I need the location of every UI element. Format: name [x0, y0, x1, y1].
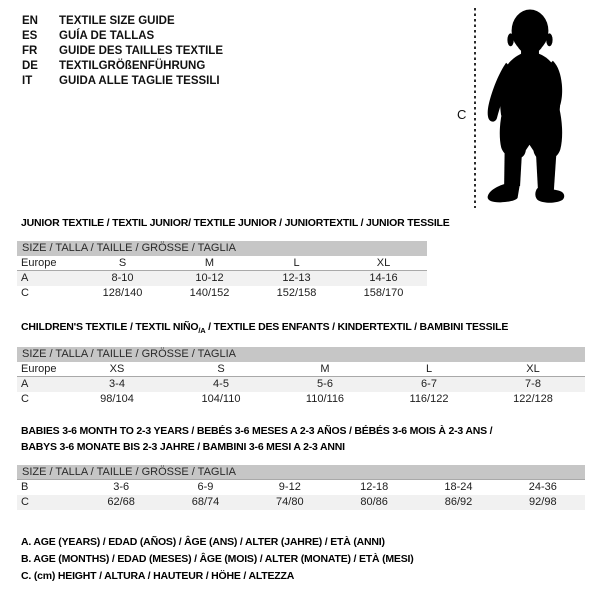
language-label: GUÍA DE TALLAS: [59, 30, 155, 42]
size-header-bar: SIZE / TALLA / TAILLE / GRÖSSE / TAGLIA: [17, 465, 585, 480]
language-label: GUIDA ALLE TAGLIE TESSILI: [59, 75, 220, 87]
size-cell: XS: [109, 363, 125, 375]
language-header: [22, 14, 223, 89]
size-cell: M: [204, 257, 215, 269]
months-cell: 18-24: [444, 481, 473, 493]
row-label: C: [21, 287, 29, 299]
babies-title-line1: BABIES 3-6 MONTH TO 2-3 YEARS / BEBÉS 3-6 MESES A 2-3 AÑOS / BÉBÉS 3-6 MOIS À 2-3 ANS /: [21, 425, 493, 437]
size-cell: S: [217, 363, 225, 375]
height-c-label: C: [457, 107, 467, 122]
language-row-it: [22, 74, 223, 89]
language-row-es: [22, 29, 223, 44]
height-cell: 158/170: [363, 287, 404, 299]
children-table: [17, 347, 585, 407]
height-cell: 74/80: [276, 496, 304, 508]
table-row-height: [17, 495, 585, 510]
size-cell: XL: [526, 363, 540, 375]
height-cell: 104/110: [201, 393, 241, 405]
height-measure-dashed-line: [474, 8, 476, 208]
height-cell: 92/98: [529, 496, 557, 508]
height-cell: 116/122: [409, 393, 449, 405]
row-label: B: [21, 481, 29, 493]
age-cell: 7-8: [525, 378, 541, 390]
language-label: TEXTILGRÖßENFÜHRUNG: [59, 60, 206, 72]
row-label: A: [21, 378, 29, 390]
height-cell: 140/152: [189, 287, 230, 299]
months-cell: 9-12: [278, 481, 301, 493]
children-title-post: / TEXTILE DES ENFANTS / KINDERTEXTIL / BAMBINI TESSILE: [205, 321, 509, 333]
language-label: GUIDE DES TAILLES TEXTILE: [59, 45, 223, 57]
row-label: Europe: [21, 363, 57, 375]
children-title-subscript: /A: [198, 326, 206, 336]
children-table-title: [21, 320, 508, 339]
babies-title-line2: BABYS 3-6 MONATE BIS 2-3 JAHRE / BAMBINI 3-6 MESI A 2-3 ANNI: [21, 440, 345, 453]
babies-table-title: [21, 424, 501, 455]
height-cell: 68/74: [191, 496, 220, 508]
language-code: IT: [22, 75, 33, 87]
baby-figure: [455, 4, 595, 216]
height-cell: 86/92: [444, 496, 473, 508]
size-cell: L: [425, 363, 433, 375]
row-label: A: [21, 272, 29, 284]
age-cell: 14-16: [369, 272, 398, 284]
months-cell: 24-36: [528, 481, 557, 493]
months-cell: 6-9: [197, 481, 214, 493]
junior-table-title: JUNIOR TEXTILE / TEXTIL JUNIOR/ TEXTILE JUNIOR / JUNIORTEXTIL / JUNIOR TESSILE: [21, 217, 450, 229]
language-code: DE: [22, 60, 38, 72]
months-cell: 12-18: [360, 481, 389, 493]
age-cell: 5-6: [317, 378, 333, 390]
height-cell: 128/140: [102, 287, 143, 299]
language-label: TEXTILE SIZE GUIDE: [59, 15, 175, 27]
size-cell: XL: [376, 257, 391, 269]
months-cell: 3-6: [113, 481, 130, 493]
legend-note-c: C. (cm) HEIGHT / ALTURA / HAUTEUR / HÖHE / ALTEZZA: [21, 570, 295, 582]
row-label: Europe: [21, 257, 57, 269]
table-row-height: [17, 392, 585, 407]
height-cell: 152/158: [276, 287, 317, 299]
height-cell: 62/68: [107, 496, 135, 508]
age-cell: 10-12: [195, 272, 224, 284]
children-title-pre: CHILDREN'S TEXTILE / TEXTIL NIÑO: [21, 321, 199, 333]
size-cell: L: [293, 257, 300, 269]
size-header-bar: SIZE / TALLA / TAILLE / GRÖSSE / TAGLIA: [17, 241, 427, 256]
row-label: C: [21, 393, 29, 405]
age-cell: 12-13: [282, 272, 311, 284]
language-row-en: [22, 14, 223, 29]
table-row-age: [17, 271, 427, 286]
legend-note-a: A. AGE (YEARS) / EDAD (AÑOS) / ÂGE (ANS) / ALTER (JAHRE) / ETÀ (ANNI): [21, 536, 385, 548]
age-cell: 3-4: [109, 378, 125, 390]
height-cell: 98/104: [100, 393, 134, 405]
height-cell: 110/116: [305, 393, 345, 405]
table-row-height: [17, 286, 427, 301]
age-cell: 6-7: [421, 378, 437, 390]
language-code: EN: [22, 15, 38, 27]
babies-table: [17, 465, 585, 510]
junior-table: [17, 241, 427, 301]
legend-notes: [21, 534, 414, 585]
language-code: ES: [22, 30, 38, 42]
language-code: FR: [22, 45, 38, 57]
size-header-bar: SIZE / TALLA / TAILLE / GRÖSSE / TAGLIA: [17, 347, 585, 362]
table-row-age: [17, 377, 585, 392]
size-cell: M: [320, 363, 330, 375]
baby-silhouette-icon: [480, 4, 580, 208]
age-cell: 4-5: [213, 378, 229, 390]
size-cell: S: [118, 257, 127, 269]
row-label: C: [21, 496, 29, 508]
table-row-europe: [17, 362, 585, 377]
height-cell: 122/128: [513, 393, 553, 405]
table-row-months: [17, 480, 585, 495]
language-row-fr: [22, 44, 223, 59]
age-cell: 8-10: [111, 272, 134, 284]
language-row-de: [22, 59, 223, 74]
legend-note-b: B. AGE (MONTHS) / EDAD (MESES) / ÂGE (MOIS) / ALTER (MONATE) / ETÀ (MESI): [21, 553, 414, 565]
table-row-europe: [17, 256, 427, 271]
height-cell: 80/86: [360, 496, 388, 508]
